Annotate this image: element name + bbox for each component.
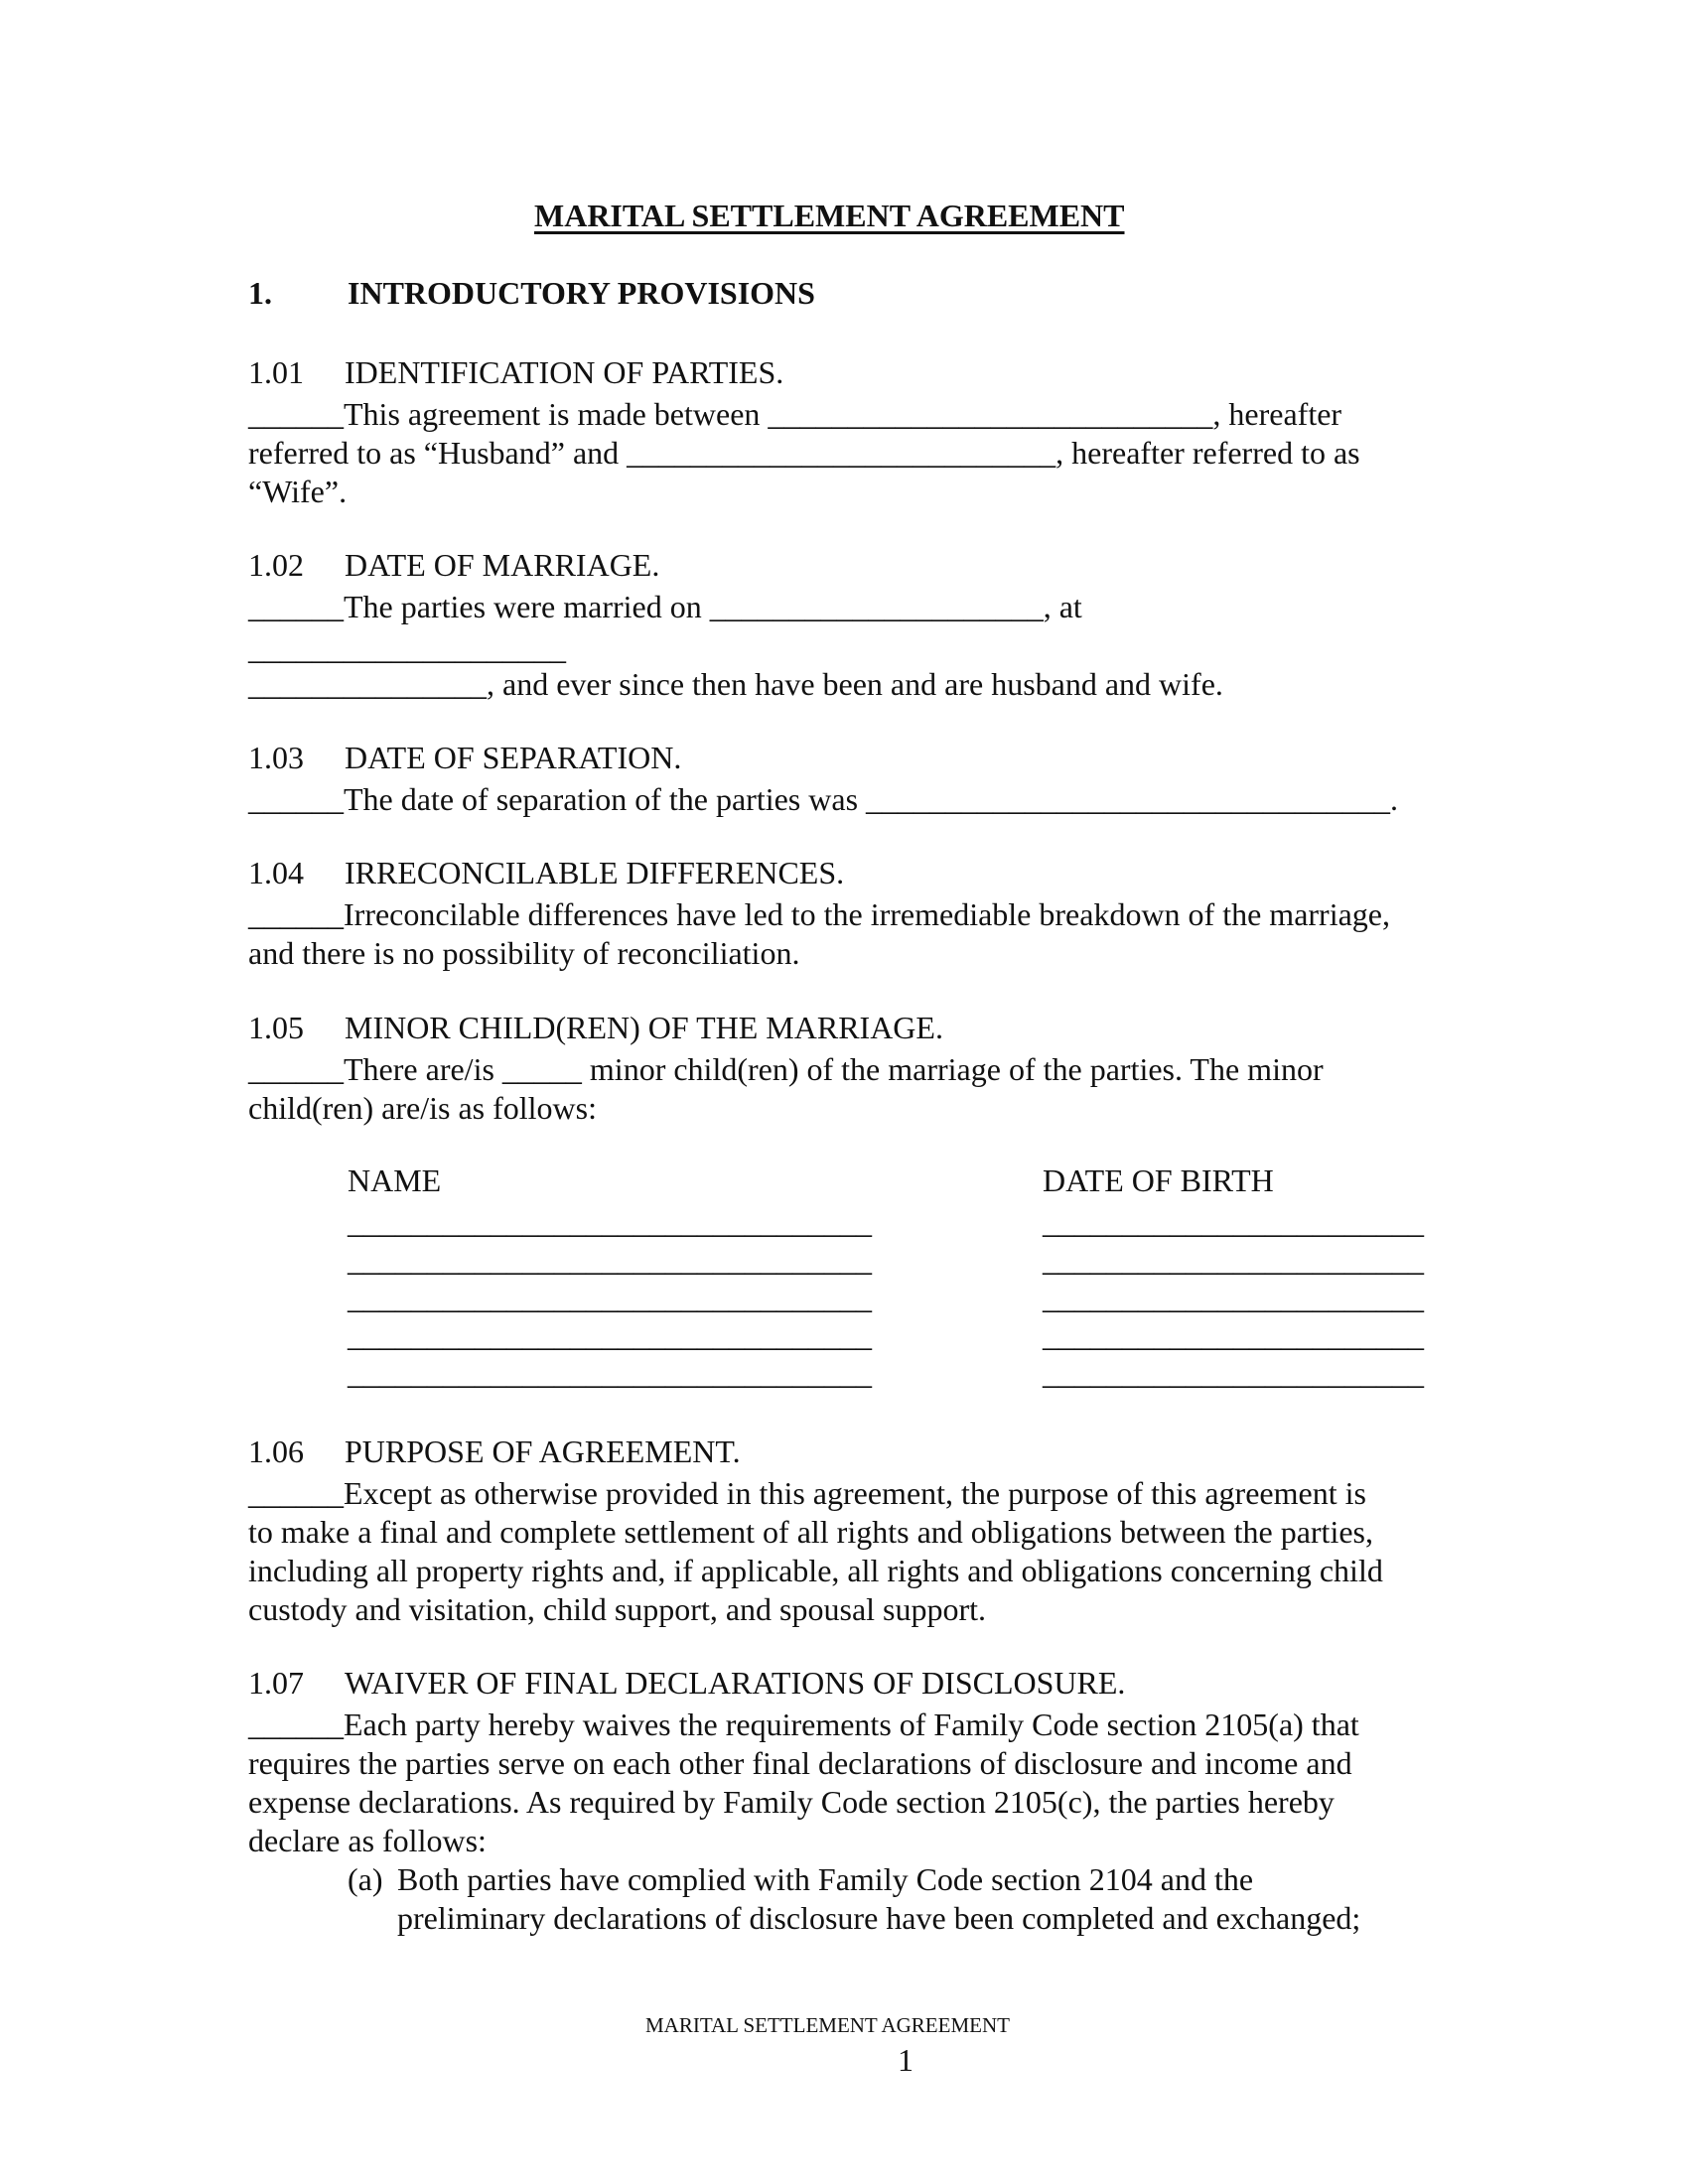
clause-1-04-line: and there is no possibility of reconciliation. bbox=[248, 935, 800, 971]
list-item-text: preliminary declarations of disclosure have been completed and exchanged; bbox=[397, 1900, 1361, 1936]
clause-1-02-line: ______The parties were married on _____________________, at bbox=[248, 589, 1082, 624]
clause-1-06-line: including all property rights and, if applicable, all rights and obligations concerning child bbox=[248, 1553, 1383, 1588]
section-number: 1. bbox=[248, 275, 272, 311]
clause-1-01-number: 1.01 bbox=[248, 354, 304, 390]
clause-1-06-line: custody and visitation, child support, and spousal support. bbox=[248, 1591, 987, 1627]
section-heading: INTRODUCTORY PROVISIONS bbox=[348, 275, 815, 311]
clause-1-06-line: ______Except as otherwise provided in this agreement, the purpose of this agreement is bbox=[248, 1475, 1366, 1511]
clause-1-05-line: child(ren) are/is as follows: bbox=[248, 1090, 597, 1126]
clause-1-05-number: 1.05 bbox=[248, 1010, 304, 1045]
clause-1-07-number: 1.07 bbox=[248, 1665, 304, 1701]
clause-1-06-number: 1.06 bbox=[248, 1433, 304, 1469]
clause-1-02-number: 1.02 bbox=[248, 547, 304, 583]
clause-1-05-heading: MINOR CHILD(REN) OF THE MARRIAGE. bbox=[345, 1010, 943, 1045]
child-name-blank[interactable]: _________________________________ bbox=[348, 1355, 872, 1391]
clause-1-03-number: 1.03 bbox=[248, 740, 304, 775]
clause-1-01-line: ______This agreement is made between ____________________________, hereafter bbox=[248, 396, 1342, 432]
clause-1-07-line: requires the parties serve on each other final declarations of disclosure and income and bbox=[248, 1745, 1352, 1781]
children-dob-header: DATE OF BIRTH bbox=[1043, 1162, 1274, 1198]
page-number: 1 bbox=[898, 2042, 914, 2078]
child-name-blank[interactable]: _________________________________ bbox=[348, 1317, 872, 1353]
child-dob-blank[interactable]: ________________________ bbox=[1043, 1355, 1424, 1391]
clause-1-07-heading: WAIVER OF FINAL DECLARATIONS OF DISCLOSURE. bbox=[345, 1665, 1126, 1701]
children-name-header: NAME bbox=[348, 1162, 442, 1198]
clause-1-06-heading: PURPOSE OF AGREEMENT. bbox=[345, 1433, 741, 1469]
clause-1-07-line: ______Each party hereby waives the requirements of Family Code section 2105(a) that bbox=[248, 1706, 1359, 1742]
document-title: MARITAL SETTLEMENT AGREEMENT bbox=[534, 198, 1125, 233]
list-item-text: Both parties have complied with Family Code section 2104 and the bbox=[397, 1861, 1254, 1897]
clause-1-07-line: declare as follows: bbox=[248, 1823, 487, 1858]
child-name-blank[interactable]: _________________________________ bbox=[348, 1242, 872, 1278]
clause-1-03-line: ______The date of separation of the parties was _________________________________. bbox=[248, 781, 1399, 817]
child-dob-blank[interactable]: ________________________ bbox=[1043, 1317, 1424, 1353]
clause-1-02-line: ____________________ bbox=[248, 630, 566, 666]
clause-1-01-line: “Wife”. bbox=[248, 474, 348, 509]
child-dob-blank[interactable]: ________________________ bbox=[1043, 1280, 1424, 1315]
child-dob-blank[interactable]: ________________________ bbox=[1043, 1242, 1424, 1278]
child-name-blank[interactable]: _________________________________ bbox=[348, 1204, 872, 1240]
clause-1-01-heading: IDENTIFICATION OF PARTIES. bbox=[345, 354, 784, 390]
footer-title: MARITAL SETTLEMENT AGREEMENT bbox=[645, 2013, 1010, 2037]
clause-1-07-line: expense declarations. As required by Family Code section 2105(c), the parties hereby bbox=[248, 1784, 1335, 1820]
clause-1-02-heading: DATE OF MARRIAGE. bbox=[345, 547, 660, 583]
clause-1-04-line: ______Irreconcilable differences have led to the irremediable breakdown of the marriage, bbox=[248, 896, 1390, 932]
child-name-blank[interactable]: _________________________________ bbox=[348, 1280, 872, 1315]
clause-1-04-heading: IRRECONCILABLE DIFFERENCES. bbox=[345, 855, 845, 890]
list-item-label: (a) bbox=[348, 1861, 383, 1897]
clause-1-03-heading: DATE OF SEPARATION. bbox=[345, 740, 682, 775]
clause-1-01-line: referred to as “Husband” and ___________________________, hereafter referred to as bbox=[248, 435, 1360, 471]
clause-1-05-line: ______There are/is _____ minor child(ren) of the marriage of the parties. The minor bbox=[248, 1051, 1324, 1087]
clause-1-04-number: 1.04 bbox=[248, 855, 304, 890]
child-dob-blank[interactable]: ________________________ bbox=[1043, 1204, 1424, 1240]
clause-1-06-line: to make a final and complete settlement of all rights and obligations between the parties, bbox=[248, 1514, 1373, 1550]
clause-1-02-line: _______________, and ever since then have been and are husband and wife. bbox=[248, 666, 1223, 702]
